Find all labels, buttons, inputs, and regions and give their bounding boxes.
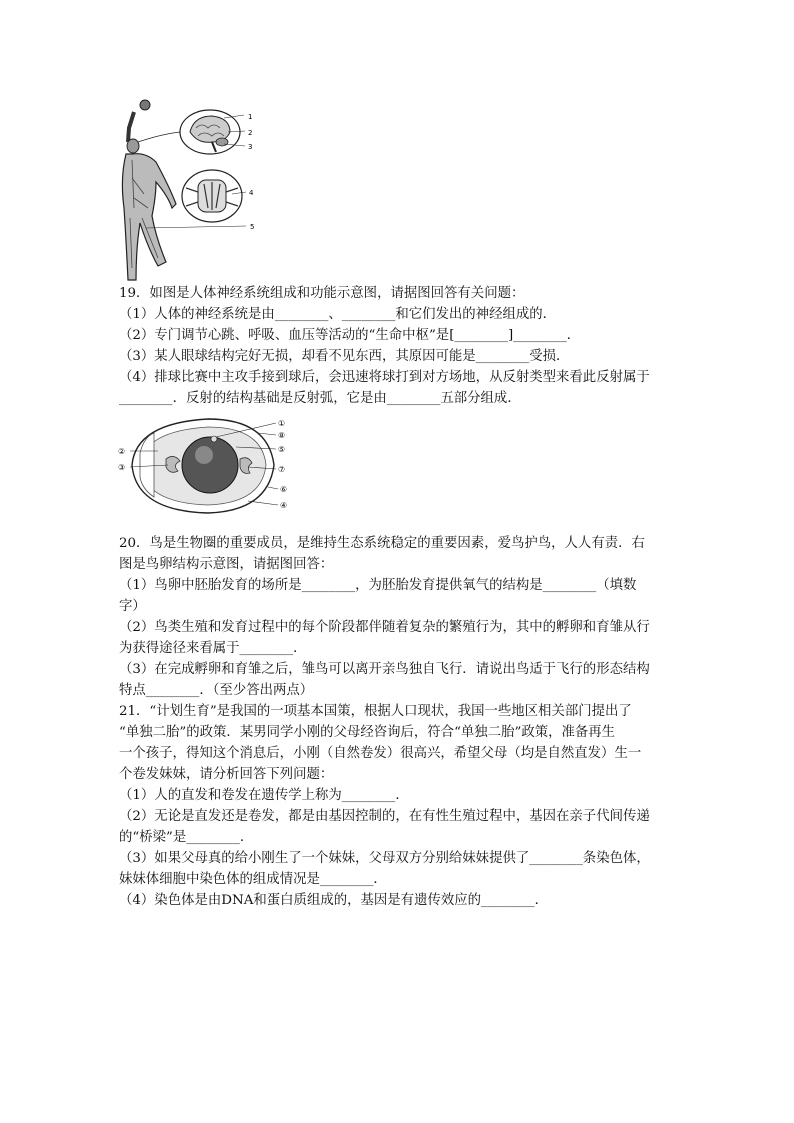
q21-part2-cont: 的“桥梁”是________．: [119, 830, 254, 845]
q21-part1: （1）人的直发和卷发在遗传学上称为________．: [119, 788, 409, 803]
egg-label-8: ⑧: [278, 431, 286, 440]
bird-egg-figure: [118, 415, 298, 517]
q21-stem-4: 个卷发妹妹，请分析回答下列问题：: [119, 767, 334, 782]
nervous-label-2: 2: [248, 129, 253, 137]
nervous-label-4: 4: [249, 189, 254, 197]
q21-stem: 21．“计划生育”是我国的一项基本国策，根据人口现状，我国一些地区相关部门提出了: [119, 704, 632, 719]
q21-part2: （2）无论是直发还是卷发，都是由基因控制的，在有性生殖过程中，基因在亲子代间传递: [119, 809, 650, 824]
q20-stem: 20．鸟是生物圈的重要成员，是维持生态系统稳定的重要因素，爱鸟护鸟，人人有责．右: [119, 536, 645, 551]
nervous-label-1: 1: [248, 113, 253, 121]
egg-label-5: ⑤: [278, 445, 286, 454]
egg-label-7: ⑦: [278, 465, 286, 474]
q19-part4-cont: ________．反射的结构基础是反射弧，它是由________五部分组成．: [119, 391, 521, 406]
q20-part2: （2）鸟类生殖和发育过程中的每个阶段都伴随着复杂的繁殖行为，其中的孵卵和育雏从行: [119, 620, 650, 635]
egg-label-1: ①: [278, 419, 286, 428]
nervous-label-5: 5: [250, 223, 255, 231]
q21-part3-cont: 妹妹体细胞中染色体的组成情况是________．: [119, 872, 387, 887]
q21-part3: （3）如果父母真的给小刚生了一个妹妹，父母双方分别给妹妹提供了________条染色体，: [119, 851, 650, 866]
nervous-system-figure: [112, 98, 272, 284]
egg-label-3: ③: [118, 463, 126, 472]
q21-part4: （4）染色体是由DNA和蛋白质组成的，基因是有遗传效应的________．: [119, 893, 548, 908]
q21-stem-3: 一个孩子，得知这个消息后，小刚（自然卷发）很高兴，希望父母（均是自然直发）生一: [119, 746, 642, 761]
q20-part3: （3）在完成孵卵和育雏之后，雏鸟可以离开亲鸟独自飞行．请说出鸟适于飞行的形态结构: [119, 662, 650, 677]
q20-part3-cont: 特点________．（至少答出两点）: [119, 683, 314, 698]
q19-part1: （1）人体的神经系统是由________、________和它们发出的神经组成的．: [119, 307, 557, 322]
q19-stem: 19．如图是人体神经系统组成和功能示意图，请据图回答有关问题：: [119, 286, 525, 301]
q19-part4: （4）排球比赛中主攻手接到球后，会迅速将球打到对方场地，从反射类型来看此反射属于: [119, 370, 650, 385]
nervous-label-3: 3: [248, 143, 253, 151]
egg-label-4: ④: [280, 501, 288, 510]
egg-label-2: ②: [118, 447, 126, 456]
egg-label-6: ⑥: [280, 485, 288, 494]
q19-part2: （2）专门调节心跳、呼吸、血压等活动的“生命中枢”是[________]________．: [119, 328, 581, 343]
q21-stem-2: “单独二胎”的政策．某男同学小刚的父母经咨询后，符合“单独二胎”政策，准备再生: [119, 725, 616, 740]
q20-part1-cont: 字）: [119, 599, 146, 614]
q20-part2-cont: 为获得途径来看属于________．: [119, 641, 307, 656]
q20-part1: （1）鸟卵中胚胎发育的场所是________，为胚胎发育提供氧气的结构是________（填数: [119, 578, 637, 593]
q20-stem-cont: 图是鸟卵结构示意图，请据图回答：: [119, 557, 334, 572]
q19-part3: （3）某人眼球结构完好无损，却看不见东西，其原因可能是________受损．: [119, 349, 570, 364]
